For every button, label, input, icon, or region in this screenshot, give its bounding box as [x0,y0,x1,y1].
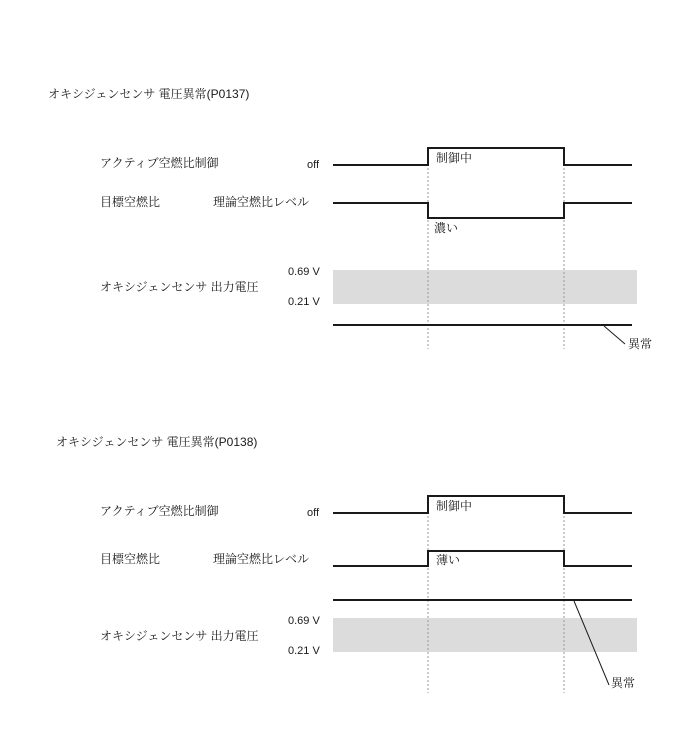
abnormal-label: 異常 [628,337,653,351]
lean-label: 薄い [436,553,461,567]
active-control-waveform-p0137 [333,148,632,165]
sensor-output-label: オキシジェンセンサ 出力電圧 [100,629,259,643]
target-af-waveform-p0138 [333,551,632,566]
voltage-band-p0137 [333,270,637,304]
sensor-output-label: オキシジェンセンサ 出力電圧 [100,280,259,294]
stoich-level-label: 理論空燃比レベル [213,552,310,566]
active-control-label: アクティブ空燃比制御 [100,156,219,170]
stoich-level-label: 理論空燃比レベル [213,195,310,209]
off-level-label: off [307,159,320,171]
lower-voltage-label: 0.21 V [288,296,320,308]
active-control-label: アクティブ空燃比制御 [100,504,219,518]
voltage-band-p0138 [333,618,637,652]
diagram-title-p0138: オキシジェンセンサ 電圧異常(P0138) [56,435,258,449]
target-af-label: 目標空燃比 [100,195,161,209]
target-af-label: 目標空燃比 [100,552,161,566]
active-control-waveform-p0138 [333,496,632,513]
upper-voltage-label: 0.69 V [288,266,320,278]
abnormal-pointer-line-p0137 [604,326,625,344]
rich-label: 濃い [434,221,459,235]
off-level-label: off [307,507,320,519]
target-af-waveform-p0137 [333,203,632,218]
in-control-label: 制御中 [436,499,473,513]
abnormal-label: 異常 [611,676,636,690]
lower-voltage-label: 0.21 V [288,645,320,657]
in-control-label: 制御中 [436,151,473,165]
diagram-title-p0137: オキシジェンセンサ 電圧異常(P0137) [48,87,250,101]
upper-voltage-label: 0.69 V [288,615,320,627]
